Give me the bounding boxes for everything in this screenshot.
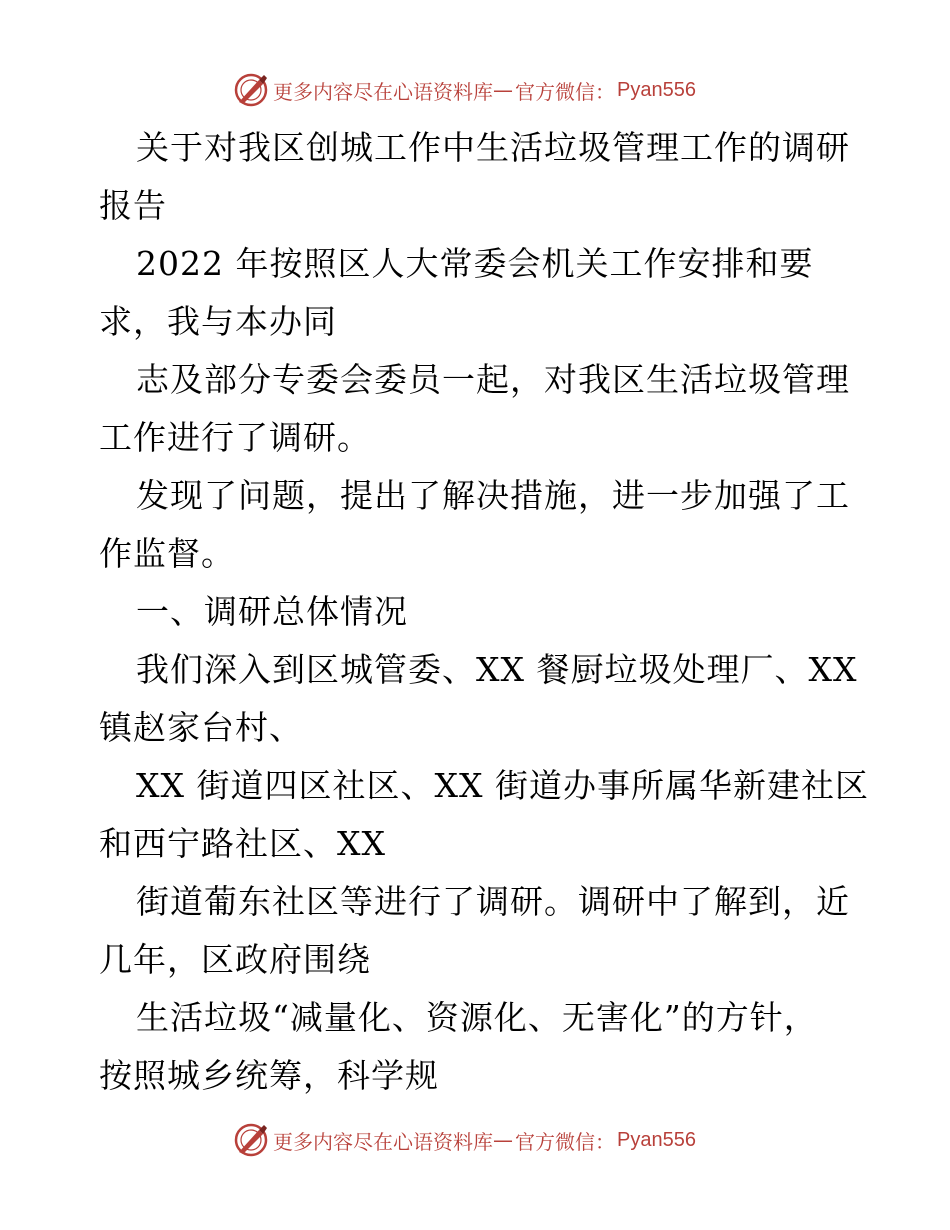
- paragraph-line: 和西宁路社区、XX: [99, 824, 386, 863]
- paragraph-line: 志及部分专委会委员一起，对我区生活垃圾管理: [136, 360, 850, 399]
- footer-watermark: [233, 1122, 696, 1158]
- pen-seal-icon: [233, 72, 269, 108]
- paragraph-line: 街道葡东社区等进行了调研。调研中了解到，近: [136, 882, 850, 921]
- title-line-1: 关于对我区创城工作中生活垃圾管理工作的调研: [136, 128, 850, 167]
- title-line-2: 报告: [99, 186, 167, 225]
- watermark-wechat-id: Pyan556: [617, 78, 696, 101]
- watermark-label: 官方微信：: [515, 79, 615, 104]
- watermark-dash: —: [493, 1128, 513, 1152]
- paragraph-line: 作监督。: [99, 534, 235, 573]
- paragraph-line: 生活垃圾“减量化、资源化、无害化”的方针，: [136, 998, 818, 1037]
- pen-seal-icon: [233, 1122, 269, 1158]
- watermark-text: 更多内容尽在心语资料库: [273, 1129, 493, 1154]
- section-heading: 一、调研总体情况: [136, 592, 408, 631]
- watermark-dash: —: [493, 78, 513, 102]
- watermark-text: 更多内容尽在心语资料库: [273, 79, 493, 104]
- paragraph-line: XX 街道四区社区、XX 街道办事所属华新建社区: [136, 766, 869, 805]
- paragraph-line: 我们深入到区城管委、XX 餐厨垃圾处理厂、XX: [136, 650, 858, 689]
- paragraph-line: 工作进行了调研。: [99, 418, 371, 457]
- watermark-wechat-id: Pyan556: [617, 1128, 696, 1151]
- paragraph-line: 求，我与本办同: [99, 302, 337, 341]
- paragraph-line: 2022 年按照区人大常委会机关工作安排和要: [136, 244, 814, 283]
- watermark-label: 官方微信：: [515, 1129, 615, 1154]
- paragraph-line: 发现了问题，提出了解决措施，进一步加强了工: [136, 476, 850, 515]
- header-watermark: [233, 72, 696, 108]
- paragraph-line: 按照城乡统筹，科学规: [99, 1056, 439, 1095]
- paragraph-line: 几年，区政府围绕: [99, 940, 371, 979]
- paragraph-line: 镇赵家台村、: [99, 708, 303, 747]
